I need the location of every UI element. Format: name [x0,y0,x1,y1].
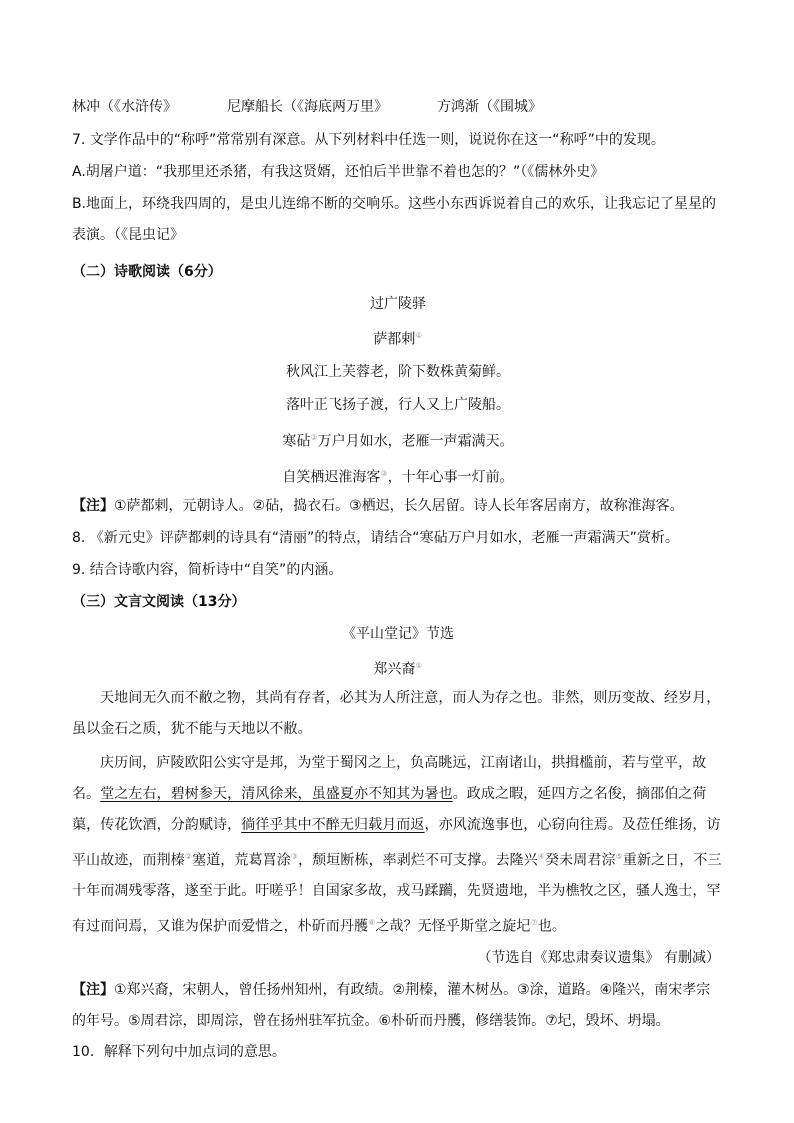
essay-source: （节选自《郑忠肃奏议遗集》 有删减） [477,949,720,966]
underlined-sentence-1: 堂之左右，碧树参天，清风徐来，虽盛夏亦不知其为暑也 [100,785,453,802]
essay-paragraph-2 [72,748,724,943]
poem-line-3-b: 万户月如水，老雁一声霜满天。 [317,433,514,450]
footnote-mark: ① [415,331,423,340]
footnote-mark: ② [184,851,193,861]
p2-text-g: 重新之日，不三十年而凋残零落，遂至于此。吁嗟乎！自国家多故，戎马蹂躏，先贤遗地，半为樵牧之区，骚人逸士，罕有过而问焉，又谁为保护而爱惜之，朴斫而丹雘 [72,852,722,935]
poem-line-4 [72,463,724,489]
section-classical-heading: （三）文言文阅读（13分） [72,593,246,610]
note-tag: 【注】 [72,981,114,998]
section-poetry-heading: （二）诗歌阅读（6分） [72,264,222,280]
document-page [72,96,724,1073]
character-lin-chong: 林冲（《水浒传》 [72,99,177,115]
p2-text-f: 癸未周君淙 [545,852,616,869]
question-8: 8. 《新元史》评萨都剌的诗具有“清丽”的特点，请结合“寒砧万户月如水，老雁一声霜满天”赏析。 [72,529,679,546]
footnote-mark: ② [310,432,318,442]
footnote-mark: ⑥ [368,918,376,928]
question-7: 7. 文学作品中的“称呼”常常别有深意。从下列材料中任选一则，说说你在这一“称呼”中的发现。 [72,132,665,148]
footnote-mark: ④ [537,851,546,861]
underlined-sentence-2: 徜徉乎其中不醉无归载月而返 [241,816,425,833]
character-fang-hongjian: 方鸿渐（《围城》 [437,99,542,115]
poem-line-1: 秋风江上芙蓉老，阶下数株黄菊鲜。 [286,363,510,380]
p2-text-b: 。政成之暇，延四方之名俊，摘邵伯之荷蕖，传花饮酒，分韵赋诗， [72,785,707,833]
p2-text-a: 庆历间，庐陵欧阳公实守是邦，为堂于蜀冈之上，负高眺远，江南诸山，拱揖槛前，若与堂平，故名。 [72,754,707,802]
footnote-mark: ⑦ [530,918,538,928]
poem-author [72,325,724,351]
poem-note [72,495,724,517]
poem-line-3 [72,427,724,453]
poem-line-2: 落叶正飞扬子渡，行人又上广陵船。 [286,396,510,413]
question-10: 10．解释下列句中加点词的意思。 [72,1043,286,1060]
essay-title: 《平山堂记》节选 [342,625,454,642]
poem-author-name: 萨都剌 [373,331,416,348]
essay-paragraph-1: 天地间无久而不敝之物，其尚有存者，必其为人所注意，而人为存之也。非然，则历变故、经岁月，虽以金石之质，犹不能与天地以不敝。 [72,689,721,737]
material-b: B.地面上，环绕我四周的，是虫儿连绵不断的交响乐。这些小东西诉说着自己的欢乐，让我忘记了星星的表演。（《昆虫记》 [72,196,717,243]
essay-note-text: ①郑兴裔，宋朝人，曾任扬州知州，有政绩。②荆榛，灌木树丛。③涂，道路。④隆兴，南宋孝宗的年号。⑤周君淙，即周淙，曾在扬州驻军抗金。⑥朴斫而丹雘，修缮装饰。⑦圮，毁坏、坍塌。 [72,981,711,1029]
note-tag: 【注】 [72,497,114,514]
essay-note [72,975,724,1037]
p2-text-d: 塞道，荒葛罥涂 [192,852,291,869]
p2-text-c: ，亦风流逸事也，心窃向往焉。及莅任维扬，访平山故迹，而荆榛 [72,816,721,869]
p2-text-i: 也。 [537,918,566,935]
poem-note-text: ①萨都剌，元朝诗人。②砧，捣衣石。③栖迟，长久居留。诗人长年客居南方，故称淮海客。 [114,497,684,514]
footnote-mark: ③ [290,851,299,861]
p2-text-h: 之哉？无怪乎斯堂之旋圮 [375,918,531,935]
footnote-mark: ③ [380,469,388,479]
essay-author-name: 郑兴裔 [373,661,416,678]
poem-line-4-a: 自笑栖迟淮海客 [282,469,381,486]
poem-title: 过广陵驿 [370,296,426,312]
poem-line-4-b: ，十年心事一灯前。 [387,469,514,486]
character-list [72,96,724,118]
footnote-mark: ⑤ [615,851,623,861]
character-nemo: 尼摩船长（《海底两万里》 [227,99,388,115]
poem-line-3-a: 寒砧 [282,433,311,450]
essay-author [72,655,724,681]
question-9: 9. 结合诗歌内容，简析诗中“自笑”的内涵。 [72,561,343,578]
p2-text-e: ，颓垣断栋，率剥烂不可支撑。去隆兴 [298,852,538,869]
material-a: A.胡屠户道：“我那里还杀猪，有我这贤婿，还怕后半世靠不着也怎的？”（《儒林外史》 [72,164,605,180]
footnote-mark: ① [415,660,423,670]
